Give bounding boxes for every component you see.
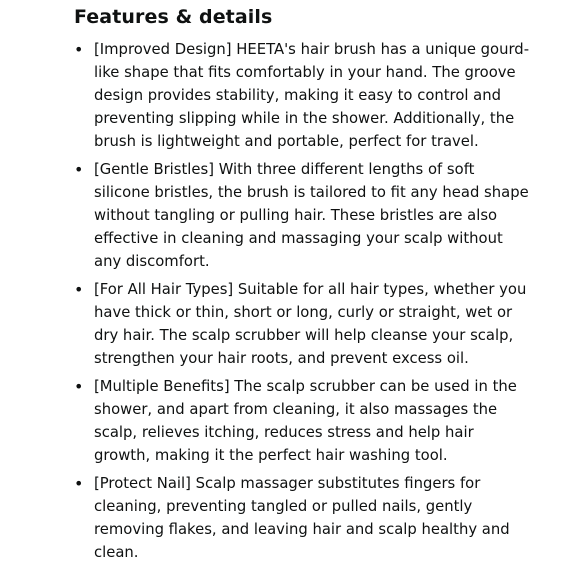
feature-text-gentle-bristles: [Gentle Bristles] With three different lengths of soft silicone bristles, the brush is tailored to fit any head shape without tangling or pulling hair. These bristles are also effective in cleaning and massaging your scalp without any discomfort.	[94, 161, 529, 270]
bullet-icon: •	[74, 474, 84, 493]
feature-text-multiple-benefits: [Multiple Benefits] The scalp scrubber can be used in the shower, and apart from cleaning, it also massages the scalp, relieves itching, reduces stress and help hair growth, making it the perfect hair washing tool.	[94, 378, 517, 464]
bullet-icon: •	[74, 40, 84, 59]
list-item	[74, 472, 534, 564]
list-item	[74, 38, 534, 153]
feature-text-protect-nail: [Protect Nail] Scalp massager substitutes fingers for cleaning, preventing tangled or pulled nails, gently removing flakes, and leaving hair and scalp healthy and clean.	[94, 475, 510, 561]
features-details-section	[74, 4, 534, 569]
bullet-icon: •	[74, 160, 84, 179]
feature-text-improved-design: [Improved Design] HEETA's hair brush has a unique gourd-like shape that fits comfortably in your hand. The groove design provides stability, making it easy to control and preventing slipping while in the shower. Additionally, the brush is lightweight and portable, perfect for travel.	[94, 41, 530, 150]
section-title: Features & details	[74, 6, 273, 28]
feature-text-all-hair-types: [For All Hair Types] Suitable for all hair types, whether you have thick or thin, short or long, curly or straight, wet or dry hair. The scalp scrubber will help cleanse your scalp, strengthen your hair roots, and prevent excess oil.	[94, 281, 527, 367]
bullet-icon: •	[74, 377, 84, 396]
list-item	[74, 278, 534, 370]
bullet-icon: •	[74, 280, 84, 299]
feature-list	[74, 38, 534, 564]
list-item	[74, 158, 534, 273]
list-item	[74, 375, 534, 467]
